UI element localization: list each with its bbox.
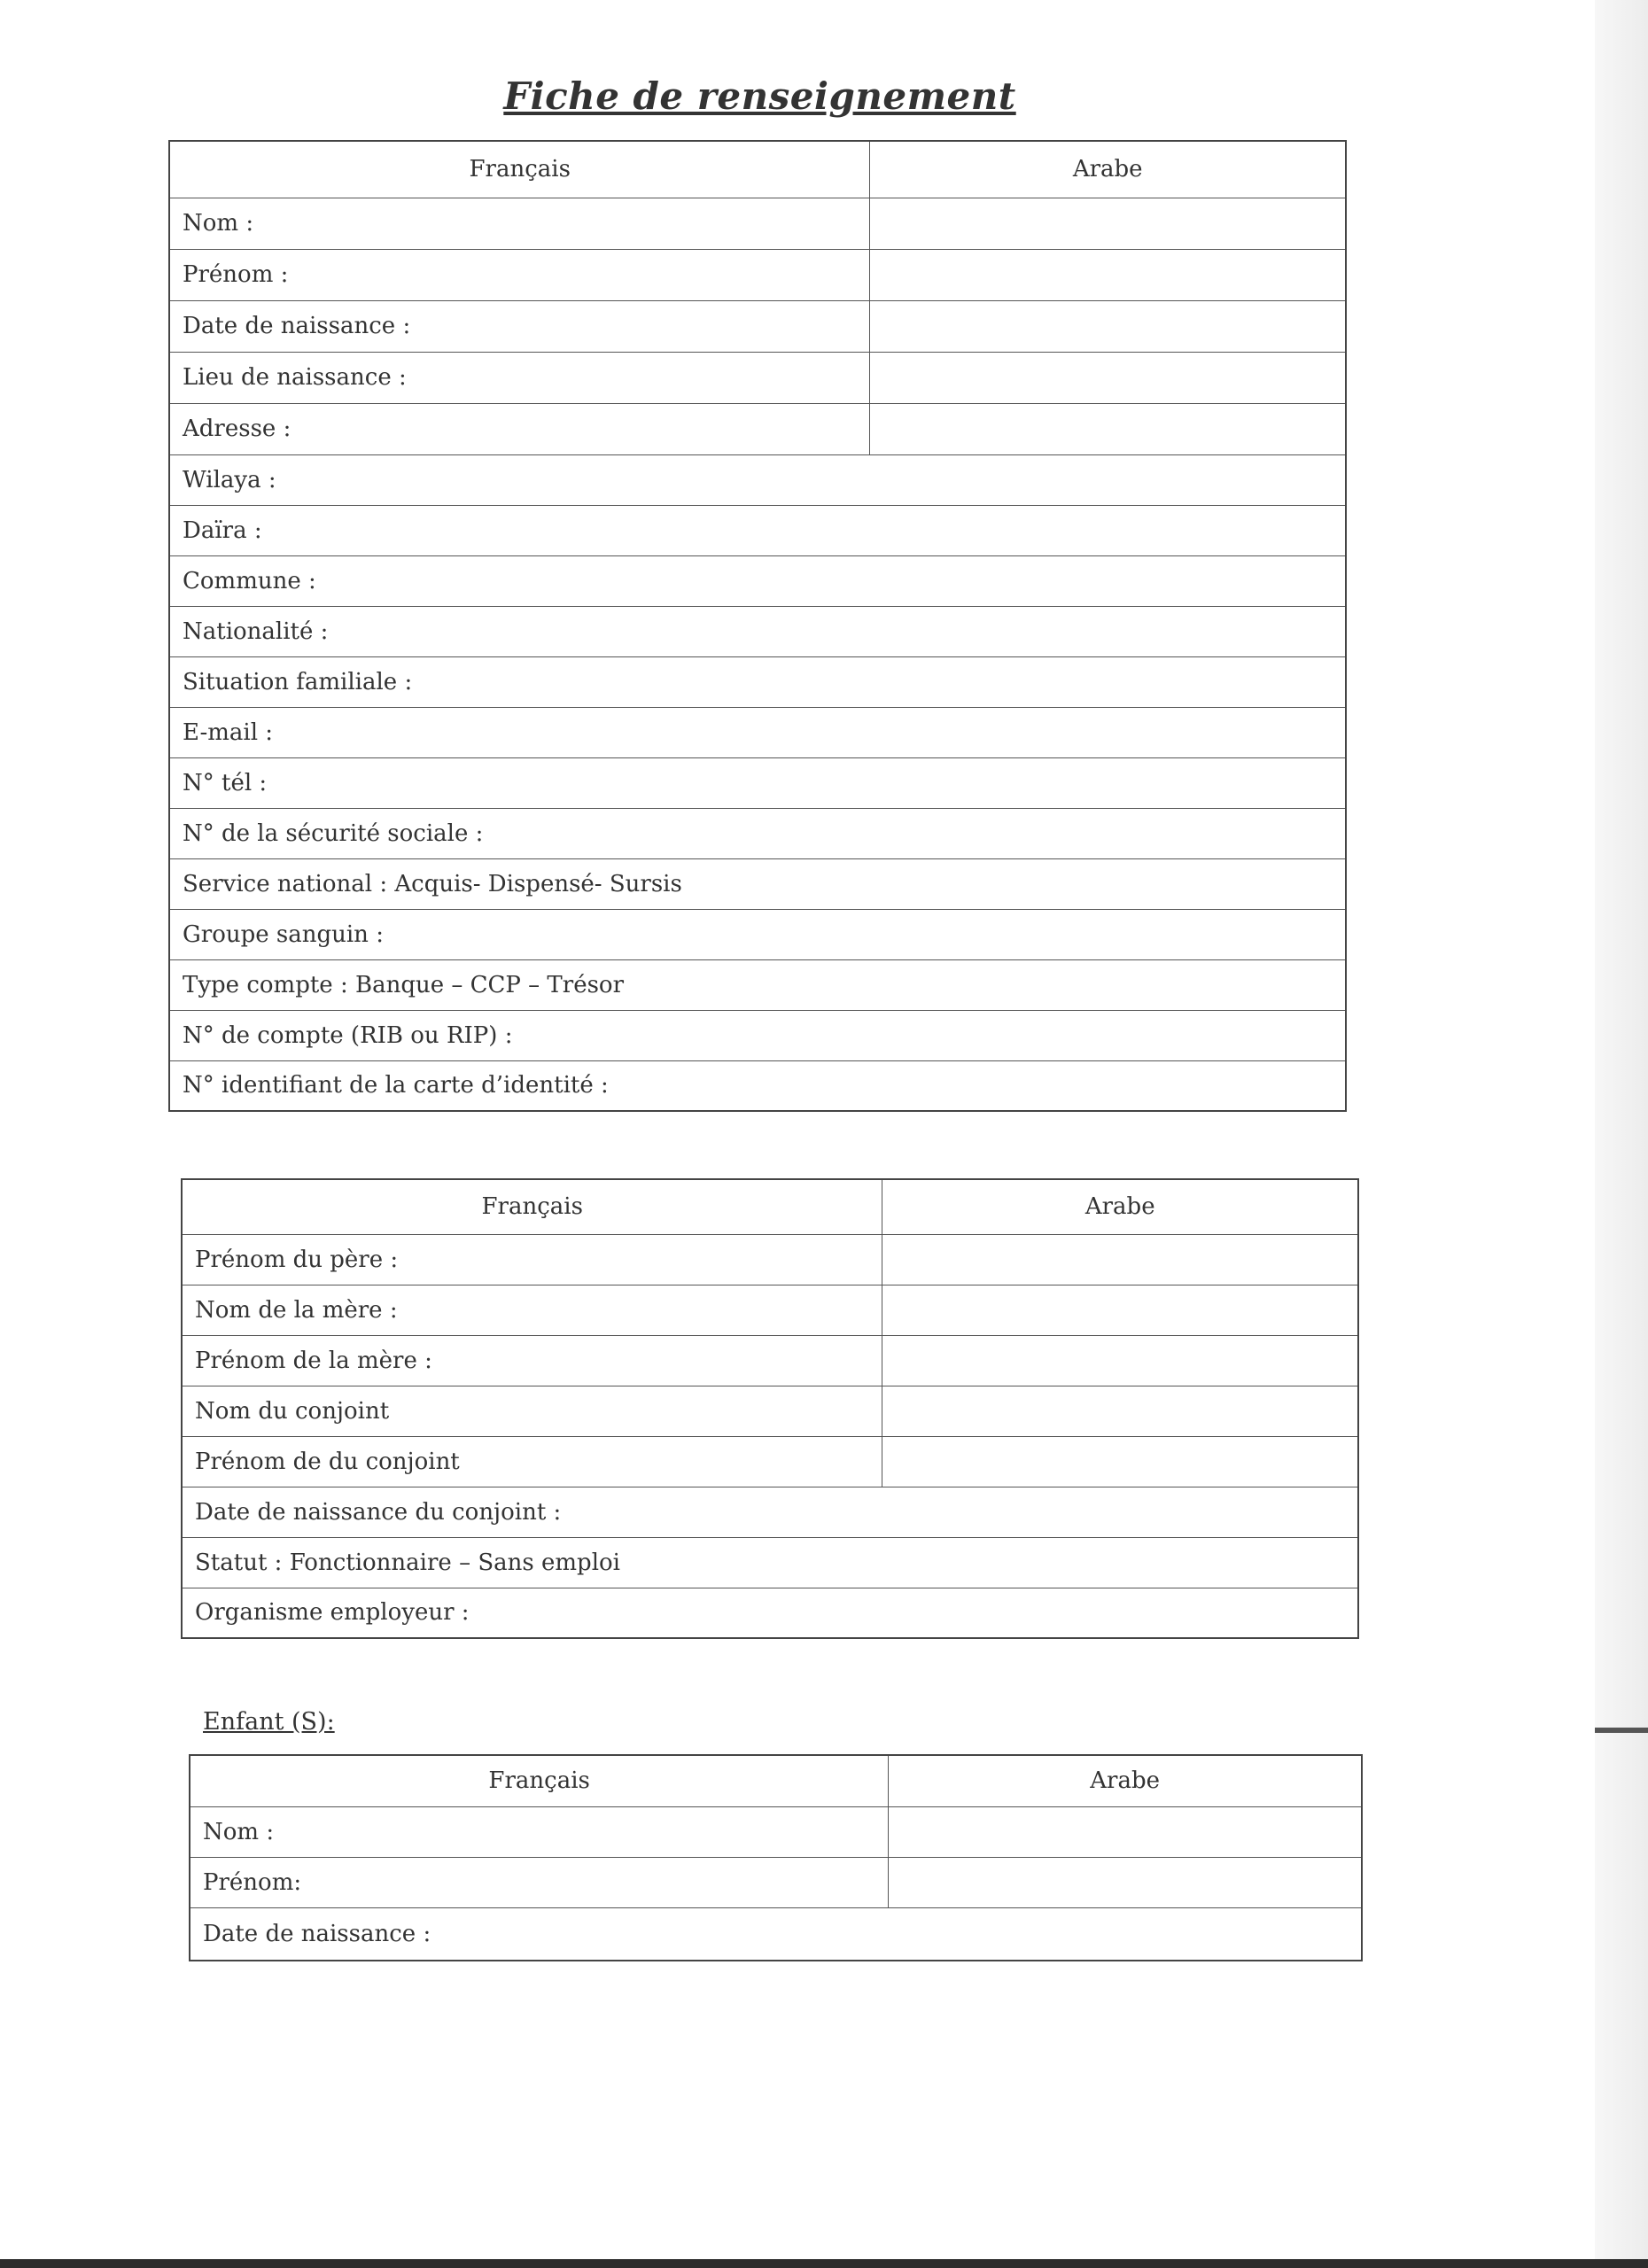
form-row <box>169 198 1346 249</box>
field-label: E-mail : <box>169 707 1346 757</box>
field-label: Nom : <box>190 1806 889 1857</box>
family-info-table <box>181 1178 1359 1639</box>
arabic-answer-cell <box>882 1285 1358 1335</box>
form-title: Fiche de renseignement <box>503 74 1016 118</box>
arabic-answer-cell <box>870 300 1346 352</box>
arabic-answer-cell <box>882 1436 1358 1487</box>
form-row <box>169 454 1346 505</box>
field-label: N° tél : <box>169 757 1346 808</box>
form-row <box>169 606 1346 656</box>
form-row <box>169 300 1346 352</box>
header-row <box>182 1179 1358 1234</box>
arabic-answer-cell <box>882 1386 1358 1436</box>
field-label: N° de compte (RIB ou RIP) : <box>169 1010 1346 1060</box>
arabic-answer-cell <box>870 198 1346 249</box>
form-row <box>169 505 1346 555</box>
form-row <box>190 1907 1362 1961</box>
field-label: Date de naissance du conjoint : <box>182 1487 1358 1537</box>
field-label: Date de naissance : <box>169 300 870 352</box>
form-row <box>182 1285 1358 1335</box>
form-row <box>169 352 1346 403</box>
personal-info-table <box>168 140 1347 1112</box>
field-label: Situation familiale : <box>169 656 1346 707</box>
column-header-arabe: Arabe <box>889 1755 1362 1806</box>
field-label: Lieu de naissance : <box>169 352 870 403</box>
column-header-francais: Français <box>169 141 870 198</box>
field-label: Nom de la mère : <box>182 1285 882 1335</box>
form-row <box>169 707 1346 757</box>
field-label: Statut : Fonctionnaire – Sans emploi <box>182 1537 1358 1588</box>
children-info-table <box>189 1754 1363 1961</box>
form-row <box>169 555 1346 606</box>
column-header-francais: Français <box>182 1179 882 1234</box>
field-label: Commune : <box>169 555 1346 606</box>
arabic-answer-cell <box>870 403 1346 454</box>
field-label: Prénom: <box>190 1857 889 1907</box>
field-label: Prénom : <box>169 249 870 300</box>
field-label: Groupe sanguin : <box>169 909 1346 959</box>
column-header-arabe: Arabe <box>882 1179 1358 1234</box>
column-header-francais: Français <box>190 1755 889 1806</box>
form-row <box>169 808 1346 858</box>
form-row <box>182 1335 1358 1386</box>
arabic-answer-cell <box>870 352 1346 403</box>
form-row <box>182 1234 1358 1285</box>
form-row <box>169 1010 1346 1060</box>
arabic-answer-cell <box>889 1806 1362 1857</box>
form-row <box>169 656 1346 707</box>
header-row <box>190 1755 1362 1806</box>
form-row <box>190 1857 1362 1907</box>
arabic-answer-cell <box>889 1857 1362 1907</box>
scan-page-edge <box>1595 0 1648 2268</box>
field-label: Service national : Acquis- Dispensé- Sursis <box>169 858 1346 909</box>
field-label: Daïra : <box>169 505 1346 555</box>
scan-bottom-bar <box>0 2259 1648 2268</box>
children-section-label: Enfant (S): <box>203 1708 335 1736</box>
field-label: Prénom de la mère : <box>182 1335 882 1386</box>
field-label: Adresse : <box>169 403 870 454</box>
header-row <box>169 141 1346 198</box>
form-row <box>169 403 1346 454</box>
field-label: Nom : <box>169 198 870 249</box>
form-row <box>169 909 1346 959</box>
field-label: Prénom de du conjoint <box>182 1436 882 1487</box>
field-label: N° identifiant de la carte d’identité : <box>169 1060 1346 1111</box>
field-label: Organisme employeur : <box>182 1588 1358 1638</box>
form-row <box>190 1806 1362 1857</box>
arabic-answer-cell <box>882 1335 1358 1386</box>
field-label: Nom du conjoint <box>182 1386 882 1436</box>
arabic-answer-cell <box>882 1234 1358 1285</box>
form-row <box>182 1436 1358 1487</box>
field-label: Wilaya : <box>169 454 1346 505</box>
scan-edge-mark <box>1595 1728 1648 1733</box>
arabic-answer-cell <box>870 249 1346 300</box>
field-label: Type compte : Banque – CCP – Trésor <box>169 959 1346 1010</box>
form-row <box>182 1588 1358 1638</box>
form-row <box>169 757 1346 808</box>
form-row <box>182 1537 1358 1588</box>
form-row <box>182 1386 1358 1436</box>
form-row <box>169 959 1346 1010</box>
field-label: Nationalité : <box>169 606 1346 656</box>
field-label: N° de la sécurité sociale : <box>169 808 1346 858</box>
form-row <box>169 249 1346 300</box>
field-label: Date de naissance : <box>190 1907 1362 1961</box>
field-label: Prénom du père : <box>182 1234 882 1285</box>
form-row <box>169 858 1346 909</box>
form-row <box>169 1060 1346 1111</box>
column-header-arabe: Arabe <box>870 141 1346 198</box>
form-row <box>182 1487 1358 1537</box>
